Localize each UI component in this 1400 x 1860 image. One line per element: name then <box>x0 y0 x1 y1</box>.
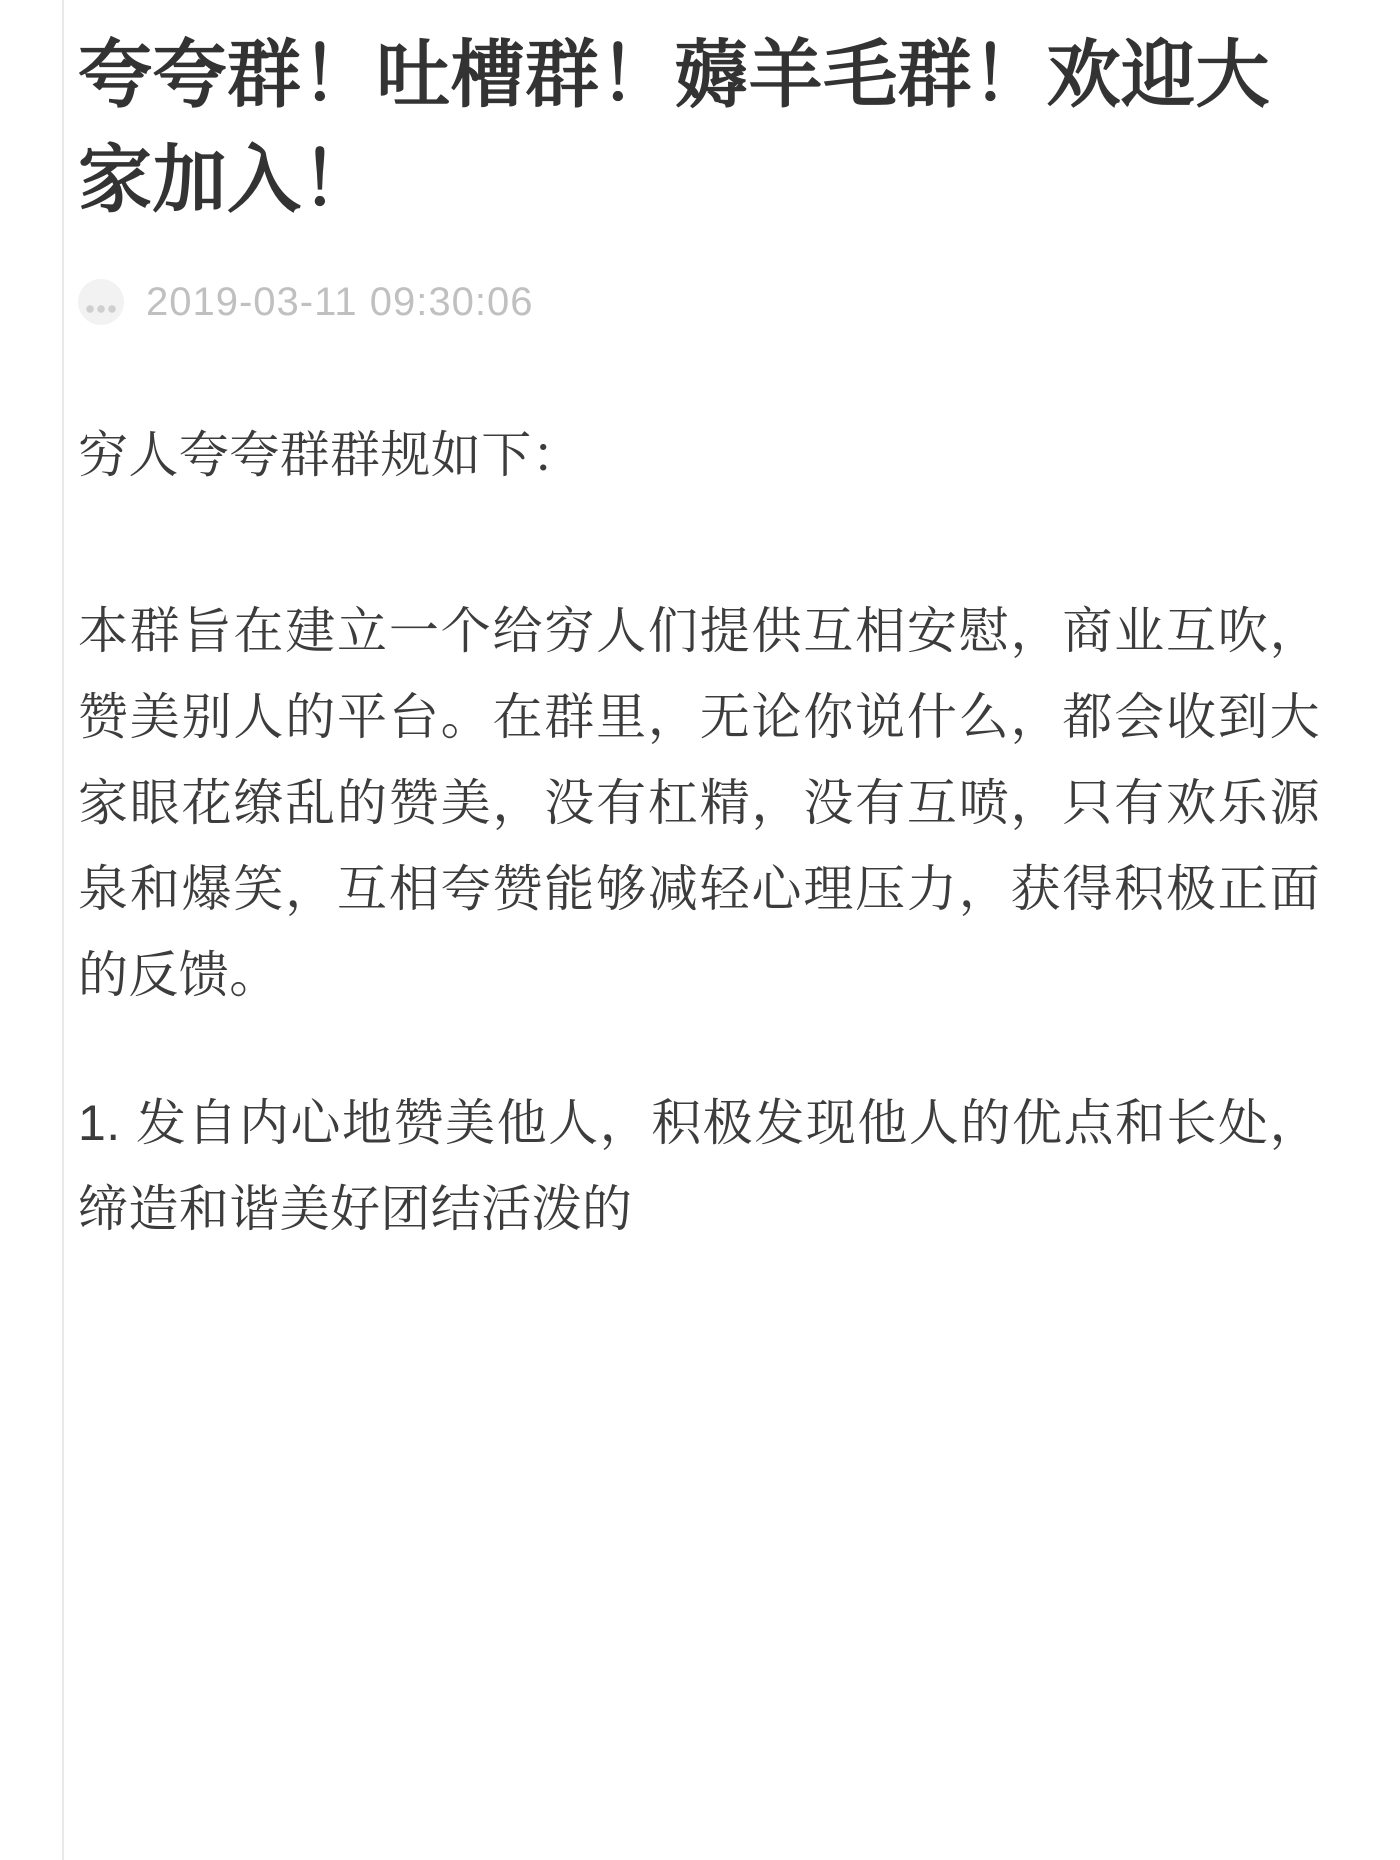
page-title: 夸夸群！吐槽群！薅羊毛群！欢迎大家加入！ <box>78 33 1270 222</box>
left-edge-rule <box>62 0 64 1860</box>
body-paragraph: 1. 发自内心地赞美他人，积极发现他人的优点和长处，缔造和谐美好团结活泼的 <box>78 1095 1320 1238</box>
article-meta <box>78 278 1320 326</box>
article-body <box>78 412 1320 1252</box>
ellipsis-avatar-icon <box>78 279 124 325</box>
body-paragraph: 本群旨在建立一个给穷人们提供互相安慰，商业互吹，赞美别人的平台。在群里，无论你说什么，都会收到大家眼花缭乱的赞美，没有杠精，没有互喷，只有欢乐源泉和爆笑，互相夸赞能够减轻心理压力，获得积极正面的反馈。 <box>78 603 1320 1004</box>
body-paragraph: 穷人夸夸群群规如下： <box>78 427 582 484</box>
publish-timestamp: 2019-03-11 09:30:06 <box>146 279 534 324</box>
